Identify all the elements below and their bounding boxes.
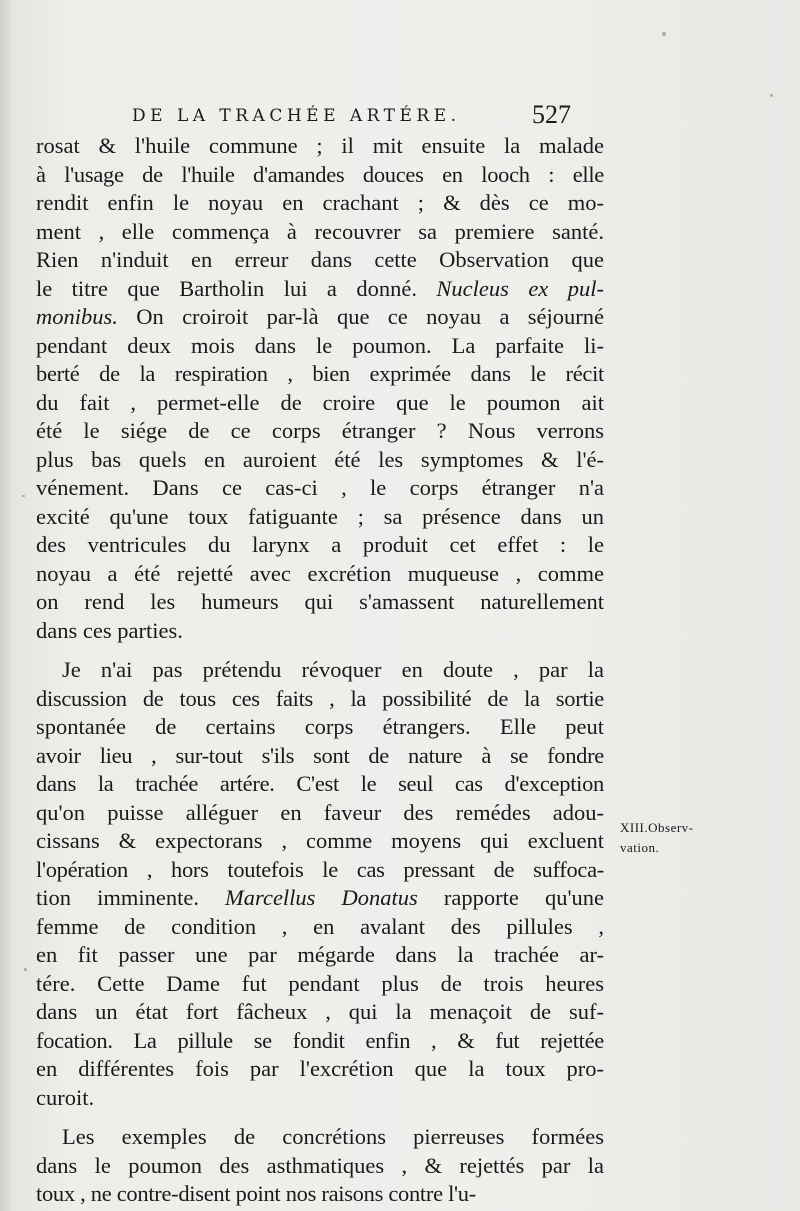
margin-note-line-2: vation. xyxy=(620,840,660,855)
text-line: rendit enfin le noyau en crachant ; & dès ce mo- xyxy=(36,190,604,215)
text-line: toux , ne contre-disent point nos raisons contre l'u- xyxy=(36,1181,476,1206)
text-line: berté de la respiration , bien exprimée dans le récit xyxy=(36,361,604,386)
italic-phrase: Nucleus ex pul- xyxy=(436,275,604,301)
italic-phrase: Marcellus Donatus xyxy=(225,885,418,910)
text-line: pendant deux mois dans le poumon. La parfaite li- xyxy=(36,332,604,358)
text-line: tére. Cette Dame fut pendant plus de trois heures xyxy=(36,970,604,996)
text-line: Rien n'induit en erreur dans cette Observation que xyxy=(36,247,604,272)
text-line: à l'usage de l'huile d'amandes douces en looch : elle xyxy=(36,161,604,187)
text-line: rosat & l'huile commune ; il mit ensuite la malade xyxy=(36,133,604,158)
text-line: l'opération , hors toutefois le cas pressant de suffoca- xyxy=(36,856,604,882)
text-line: Je n'ai pas prétendu révoquer en doute , par la xyxy=(62,657,604,682)
text-line: discussion de tous ces faits , la possibilité de la sortie xyxy=(36,685,604,711)
text-line: qu'on puisse alléguer en faveur des remédes adou- xyxy=(36,799,604,825)
text-line: ment , elle commença à recouvrer sa premiere santé. xyxy=(36,218,604,244)
text-line: curoit. xyxy=(36,1084,95,1110)
running-head xyxy=(120,102,600,132)
paragraph-gap xyxy=(36,645,604,656)
text-line: vénement. Dans ce cas-ci , le corps étranger n'a xyxy=(36,475,604,500)
text-line: le titre que Bartholin lui a donné. Nucleus ex pul- xyxy=(36,275,604,301)
text-line: cissans & expectorans , comme moyens qui excluent xyxy=(36,828,604,853)
text-line: on rend les humeurs qui s'amassent naturellement xyxy=(36,589,604,614)
text-line: dans ces parties. xyxy=(36,617,183,643)
margin-note xyxy=(620,818,730,858)
text-line: été le siége de ce corps étranger ? Nous verrons xyxy=(36,418,604,443)
paper-speck xyxy=(770,94,773,97)
text-line: spontanée de certains corps étrangers. Elle peut xyxy=(36,714,604,739)
text-line: tion imminente. Marcellus Donatus rapporte qu'une xyxy=(36,885,604,910)
paper-speck xyxy=(662,32,666,36)
text-line: dans un état fort fâcheux , qui la menaçoit de suf- xyxy=(36,999,604,1024)
margin-note-line-1: XIII.Observ- xyxy=(620,820,694,835)
text-line: Les exemples de concrétions pierreuses formées xyxy=(62,1124,604,1149)
page-gutter-shadow xyxy=(0,0,14,1211)
paper-speck xyxy=(24,968,27,971)
text-line: des ventricules du larynx a produit cet effet : le xyxy=(36,532,604,557)
text-line: en différentes fois par l'excrétion que la toux pro- xyxy=(36,1056,604,1081)
text-line: excité qu'une toux fatiguante ; sa présence dans un xyxy=(36,503,604,529)
text-line: monibus. On croiroit par-là que ce noyau a séjourné xyxy=(36,304,604,329)
page-number: 527 xyxy=(532,100,571,129)
paragraph-gap xyxy=(36,1112,604,1123)
text-line: noyau a été rejetté avec excrétion muqueuse , comme xyxy=(36,560,604,586)
paper-speck xyxy=(22,495,25,497)
italic-phrase: monibus. xyxy=(36,304,118,329)
text-line: avoir lieu , sur-tout s'ils sont de nature à se fondre xyxy=(36,742,604,768)
text-line: focation. La pillule se fondit enfin , & fut rejettée xyxy=(36,1027,604,1053)
running-head-title: DE LA TRACHÉE ARTÉRE. xyxy=(132,106,461,126)
text-line: dans la trachée artére. C'est le seul cas d'exception xyxy=(36,771,604,796)
text-line: en fit passer une par mégarde dans la trachée ar- xyxy=(36,942,604,967)
text-line: du fait , permet-elle de croire que le poumon ait xyxy=(36,389,604,415)
text-line: dans le poumon des asthmatiques , & rejettés par la xyxy=(36,1152,604,1178)
text-line: femme de condition , en avalant des pillules , xyxy=(36,913,604,939)
text-line: plus bas quels en auroient été les symptomes & l'é- xyxy=(36,446,604,472)
body-text xyxy=(36,132,604,1209)
